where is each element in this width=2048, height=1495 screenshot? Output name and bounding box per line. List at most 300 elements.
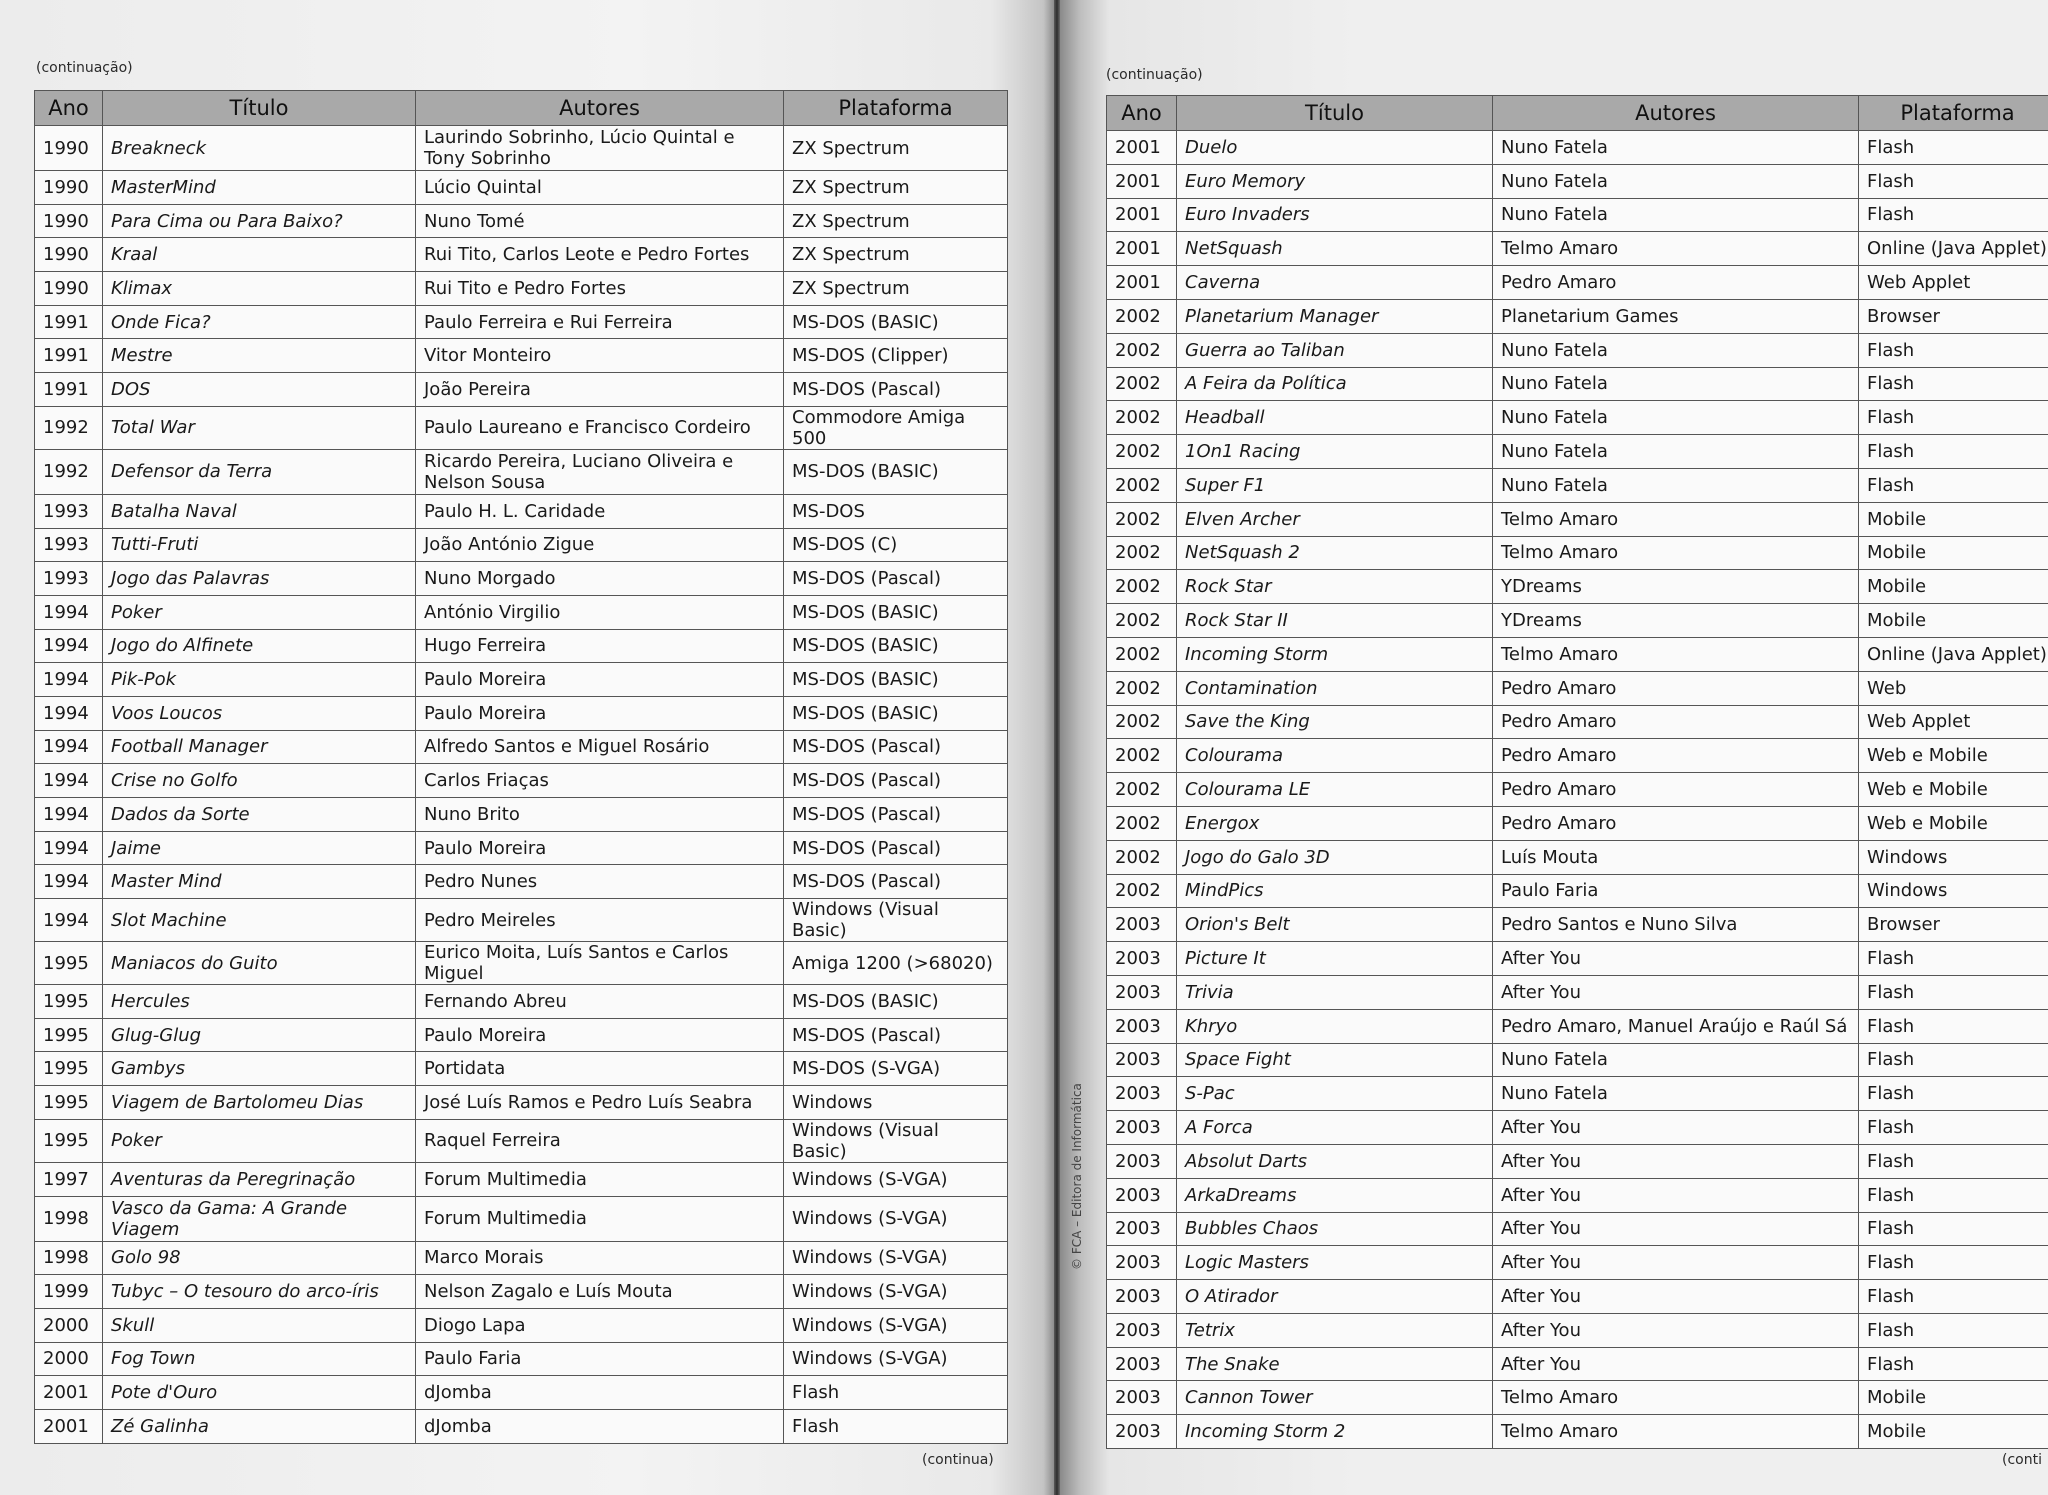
cell-plataforma: Browser (1859, 908, 2048, 942)
cell-titulo: 1On1 Racing (1177, 435, 1493, 469)
cell-titulo: MasterMind (103, 171, 416, 205)
cell-plataforma: ZX Spectrum (784, 272, 1008, 306)
cell-autores: Paulo H. L. Caridade (416, 494, 784, 528)
cell-ano: 2002 (1107, 570, 1177, 604)
cell-titulo: Breakneck (103, 126, 416, 171)
cell-autores: Telmo Amaro (1493, 637, 1859, 671)
cell-titulo: Jogo do Alfinete (103, 629, 416, 663)
cell-ano: 1998 (35, 1196, 103, 1241)
cell-plataforma: MS-DOS (Pascal) (784, 730, 1008, 764)
cell-titulo: Slot Machine (103, 899, 416, 942)
table-row (35, 1275, 1008, 1309)
cell-plataforma: ZX Spectrum (784, 204, 1008, 238)
cell-plataforma: MS-DOS (Pascal) (784, 373, 1008, 407)
cell-plataforma: MS-DOS (BASIC) (784, 985, 1008, 1019)
cell-titulo: Poker (103, 1119, 416, 1162)
cell-plataforma: Windows (S-VGA) (784, 1275, 1008, 1309)
cell-titulo: S-Pac (1177, 1077, 1493, 1111)
table-row (35, 1342, 1008, 1376)
table-row (35, 1196, 1008, 1241)
cell-autores: Nuno Fatela (1493, 333, 1859, 367)
cell-titulo: Gambys (103, 1052, 416, 1086)
table-row (1107, 840, 2048, 874)
cell-autores: Pedro Amaro (1493, 671, 1859, 705)
table-row (35, 1119, 1008, 1162)
cell-autores: After You (1493, 942, 1859, 976)
cell-plataforma: Online (Java Applet) (1859, 232, 2048, 266)
cell-titulo: Tubyc – O tesouro do arco-íris (103, 1275, 416, 1309)
cell-autores: Nuno Fatela (1493, 435, 1859, 469)
cell-plataforma: MS-DOS (Clipper) (784, 339, 1008, 373)
cell-autores: Planetarium Games (1493, 299, 1859, 333)
cell-plataforma: Mobile (1859, 1415, 2048, 1449)
cell-plataforma: MS-DOS (BASIC) (784, 305, 1008, 339)
cell-plataforma: Amiga 1200 (>68020) (784, 942, 1008, 985)
cell-titulo: Vasco da Gama: A Grande Viagem (103, 1196, 416, 1241)
cell-ano: 1999 (35, 1275, 103, 1309)
cell-plataforma: Mobile (1859, 502, 2048, 536)
cell-ano: 1994 (35, 730, 103, 764)
cell-plataforma: Windows (S-VGA) (784, 1342, 1008, 1376)
table-row (35, 406, 1008, 449)
table-row (1107, 1043, 2048, 1077)
cell-plataforma: Flash (1859, 1144, 2048, 1178)
games-table-left (34, 90, 1008, 1444)
cell-ano: 2002 (1107, 604, 1177, 638)
table-row (35, 562, 1008, 596)
cell-plataforma: Windows (784, 1086, 1008, 1120)
cell-titulo: Voos Loucos (103, 696, 416, 730)
cell-autores: Lúcio Quintal (416, 171, 784, 205)
table-row (1107, 333, 2048, 367)
cell-titulo: Jogo do Galo 3D (1177, 840, 1493, 874)
cell-plataforma: Windows (S-VGA) (784, 1162, 1008, 1196)
cell-titulo: Duelo (1177, 131, 1493, 165)
cell-plataforma: Flash (1859, 468, 2048, 502)
table-row (1107, 198, 2048, 232)
table-row (35, 272, 1008, 306)
cell-ano: 1994 (35, 595, 103, 629)
cell-plataforma: Mobile (1859, 536, 2048, 570)
cell-autores: After You (1493, 1144, 1859, 1178)
cell-titulo: Poker (103, 595, 416, 629)
cell-titulo: Colourama LE (1177, 773, 1493, 807)
cell-autores: Pedro Meireles (416, 899, 784, 942)
cell-ano: 2003 (1107, 1178, 1177, 1212)
table-row (35, 865, 1008, 899)
cell-plataforma: Flash (1859, 1009, 2048, 1043)
cell-titulo: Incoming Storm (1177, 637, 1493, 671)
cell-titulo: Pote d'Ouro (103, 1376, 416, 1410)
table-row (35, 1376, 1008, 1410)
cell-autores: Pedro Amaro (1493, 806, 1859, 840)
cell-plataforma: MS-DOS (Pascal) (784, 1018, 1008, 1052)
cell-plataforma: MS-DOS (S-VGA) (784, 1052, 1008, 1086)
cell-ano: 1992 (35, 406, 103, 449)
table-row (1107, 1415, 2048, 1449)
table-row (35, 449, 1008, 494)
cell-titulo: The Snake (1177, 1347, 1493, 1381)
table-row (1107, 367, 2048, 401)
cell-autores: Forum Multimedia (416, 1196, 784, 1241)
cell-plataforma: Web Applet (1859, 705, 2048, 739)
cell-plataforma: Flash (784, 1376, 1008, 1410)
cell-plataforma: Mobile (1859, 604, 2048, 638)
table-row (35, 1018, 1008, 1052)
cell-ano: 1990 (35, 126, 103, 171)
cell-ano: 1994 (35, 696, 103, 730)
cell-ano: 1993 (35, 562, 103, 596)
cell-ano: 1991 (35, 305, 103, 339)
cell-autores: Nuno Morgado (416, 562, 784, 596)
cell-autores: YDreams (1493, 604, 1859, 638)
cell-ano: 1994 (35, 899, 103, 942)
cell-plataforma: MS-DOS (784, 494, 1008, 528)
cell-plataforma: Commodore Amiga 500 (784, 406, 1008, 449)
cell-ano: 1995 (35, 942, 103, 985)
cell-plataforma: Windows (1859, 840, 2048, 874)
cell-titulo: Jaime (103, 831, 416, 865)
cell-titulo: Golo 98 (103, 1241, 416, 1275)
cell-autores: Pedro Amaro (1493, 739, 1859, 773)
cell-titulo: Hercules (103, 985, 416, 1019)
header-titulo: Título (1177, 96, 1493, 131)
cell-plataforma: Web e Mobile (1859, 773, 2048, 807)
table-row (1107, 1212, 2048, 1246)
cell-ano: 2002 (1107, 705, 1177, 739)
cell-titulo: Tutti-Fruti (103, 528, 416, 562)
cell-plataforma: MS-DOS (BASIC) (784, 629, 1008, 663)
cell-titulo: Euro Memory (1177, 164, 1493, 198)
cell-ano: 1990 (35, 171, 103, 205)
cell-autores: Nelson Zagalo e Luís Mouta (416, 1275, 784, 1309)
cell-autores: Paulo Moreira (416, 1018, 784, 1052)
cell-plataforma: Web (1859, 671, 2048, 705)
cell-titulo: Aventuras da Peregrinação (103, 1162, 416, 1196)
cell-autores: Diogo Lapa (416, 1308, 784, 1342)
table-row (1107, 1381, 2048, 1415)
cell-ano: 1998 (35, 1241, 103, 1275)
cell-titulo: A Feira da Política (1177, 367, 1493, 401)
cell-titulo: Caverna (1177, 266, 1493, 300)
table-row (35, 798, 1008, 832)
cell-autores: Marco Morais (416, 1241, 784, 1275)
table-row (1107, 536, 2048, 570)
cell-ano: 2001 (1107, 266, 1177, 300)
cell-autores: Pedro Amaro (1493, 266, 1859, 300)
table-row (35, 126, 1008, 171)
table-row (1107, 164, 2048, 198)
cell-ano: 1990 (35, 204, 103, 238)
table-row (1107, 942, 2048, 976)
table-row (35, 1052, 1008, 1086)
cell-titulo: Super F1 (1177, 468, 1493, 502)
cell-titulo: Cannon Tower (1177, 1381, 1493, 1415)
table-row (35, 942, 1008, 985)
cell-autores: Nuno Fatela (1493, 1043, 1859, 1077)
cell-ano: 2002 (1107, 299, 1177, 333)
cell-titulo: Incoming Storm 2 (1177, 1415, 1493, 1449)
cell-autores: João Pereira (416, 373, 784, 407)
cell-titulo: Energox (1177, 806, 1493, 840)
table-row (35, 1308, 1008, 1342)
cell-titulo: Glug-Glug (103, 1018, 416, 1052)
cell-ano: 2002 (1107, 536, 1177, 570)
cell-ano: 2001 (1107, 131, 1177, 165)
cell-plataforma: MS-DOS (BASIC) (784, 449, 1008, 494)
cell-titulo: Logic Masters (1177, 1246, 1493, 1280)
cell-titulo: Master Mind (103, 865, 416, 899)
table-row (35, 985, 1008, 1019)
table-row (1107, 232, 2048, 266)
cell-autores: Paulo Faria (416, 1342, 784, 1376)
header-ano: Ano (1107, 96, 1177, 131)
cell-autores: Ricardo Pereira, Luciano Oliveira e Nelson Sousa (416, 449, 784, 494)
table-row (35, 1241, 1008, 1275)
cell-ano: 2003 (1107, 1280, 1177, 1314)
cell-autores: Nuno Fatela (1493, 131, 1859, 165)
table-row (35, 899, 1008, 942)
table-header-row (35, 91, 1008, 126)
cell-plataforma: Flash (1859, 1280, 2048, 1314)
cell-autores: Pedro Nunes (416, 865, 784, 899)
cell-autores: After You (1493, 1178, 1859, 1212)
cell-autores: João António Zigue (416, 528, 784, 562)
cell-autores: Rui Tito, Carlos Leote e Pedro Fortes (416, 238, 784, 272)
cell-plataforma: Flash (1859, 975, 2048, 1009)
table-row (1107, 1347, 2048, 1381)
table-row (35, 305, 1008, 339)
table-row (35, 1086, 1008, 1120)
table-row (35, 204, 1008, 238)
cell-plataforma: Web Applet (1859, 266, 2048, 300)
cell-plataforma: MS-DOS (BASIC) (784, 696, 1008, 730)
cell-ano: 2002 (1107, 502, 1177, 536)
cell-titulo: NetSquash (1177, 232, 1493, 266)
cell-autores: Nuno Fatela (1493, 164, 1859, 198)
table-row (1107, 401, 2048, 435)
cell-ano: 1994 (35, 798, 103, 832)
cell-ano: 2001 (35, 1376, 103, 1410)
cell-plataforma: Flash (1859, 942, 2048, 976)
cell-autores: After You (1493, 1347, 1859, 1381)
table-row (1107, 604, 2048, 638)
table-row (35, 764, 1008, 798)
cell-plataforma: Online (Java Applet) (1859, 637, 2048, 671)
cell-autores: Paulo Moreira (416, 663, 784, 697)
cell-titulo: Kraal (103, 238, 416, 272)
cell-ano: 1997 (35, 1162, 103, 1196)
cell-titulo: Football Manager (103, 730, 416, 764)
cell-autores: Alfredo Santos e Miguel Rosário (416, 730, 784, 764)
cell-autores: Telmo Amaro (1493, 232, 1859, 266)
cell-plataforma: MS-DOS (Pascal) (784, 798, 1008, 832)
cell-ano: 1991 (35, 339, 103, 373)
cell-autores: Nuno Fatela (1493, 198, 1859, 232)
cell-ano: 1995 (35, 1052, 103, 1086)
cell-titulo: Euro Invaders (1177, 198, 1493, 232)
cell-plataforma: Web e Mobile (1859, 739, 2048, 773)
cell-titulo: Crise no Golfo (103, 764, 416, 798)
cell-plataforma: Flash (1859, 1212, 2048, 1246)
cell-plataforma: Windows (S-VGA) (784, 1241, 1008, 1275)
table-header-row (1107, 96, 2048, 131)
cell-autores: Carlos Friaças (416, 764, 784, 798)
cell-autores: Pedro Santos e Nuno Silva (1493, 908, 1859, 942)
cell-titulo: Picture It (1177, 942, 1493, 976)
cell-plataforma: MS-DOS (BASIC) (784, 595, 1008, 629)
cell-autores: Pedro Amaro (1493, 705, 1859, 739)
cell-titulo: Tetrix (1177, 1313, 1493, 1347)
cell-plataforma: Windows (S-VGA) (784, 1308, 1008, 1342)
cell-ano: 2003 (1107, 1246, 1177, 1280)
cell-ano: 2002 (1107, 806, 1177, 840)
cell-titulo: Khryo (1177, 1009, 1493, 1043)
cell-autores: Laurindo Sobrinho, Lúcio Quintal e Tony Sobrinho (416, 126, 784, 171)
cell-titulo: Elven Archer (1177, 502, 1493, 536)
table-row (1107, 1009, 2048, 1043)
cell-titulo: ArkaDreams (1177, 1178, 1493, 1212)
cell-plataforma: Flash (1859, 1347, 2048, 1381)
table-row (1107, 908, 2048, 942)
table-row (35, 663, 1008, 697)
table-row (1107, 299, 2048, 333)
cell-plataforma: Flash (1859, 1043, 2048, 1077)
table-row (1107, 435, 2048, 469)
cell-ano: 2003 (1107, 1043, 1177, 1077)
cell-plataforma: MS-DOS (Pascal) (784, 865, 1008, 899)
cell-plataforma: Flash (1859, 1111, 2048, 1145)
cell-ano: 2002 (1107, 468, 1177, 502)
cell-titulo: Orion's Belt (1177, 908, 1493, 942)
cell-ano: 2002 (1107, 637, 1177, 671)
cell-plataforma: Windows (Visual Basic) (784, 899, 1008, 942)
cell-autores: Rui Tito e Pedro Fortes (416, 272, 784, 306)
table-row (35, 373, 1008, 407)
cell-ano: 2003 (1107, 1009, 1177, 1043)
cell-ano: 2001 (1107, 198, 1177, 232)
cell-autores: Vitor Monteiro (416, 339, 784, 373)
cell-ano: 2003 (1107, 1415, 1177, 1449)
table-row (1107, 468, 2048, 502)
cell-ano: 1995 (35, 1018, 103, 1052)
cell-ano: 1995 (35, 1086, 103, 1120)
table-row (1107, 131, 2048, 165)
header-autores: Autores (416, 91, 784, 126)
table-row (1107, 1313, 2048, 1347)
table-row (1107, 637, 2048, 671)
cell-autores: Telmo Amaro (1493, 1415, 1859, 1449)
table-row (35, 629, 1008, 663)
cell-titulo: Zé Galinha (103, 1409, 416, 1443)
header-plataforma: Plataforma (1859, 96, 2048, 131)
cell-autores: Paulo Laureano e Francisco Cordeiro (416, 406, 784, 449)
cell-ano: 2002 (1107, 367, 1177, 401)
cell-ano: 2002 (1107, 333, 1177, 367)
cell-titulo: Bubbles Chaos (1177, 1212, 1493, 1246)
cell-plataforma: Flash (1859, 198, 2048, 232)
cell-ano: 2002 (1107, 874, 1177, 908)
table-row (35, 1409, 1008, 1443)
cell-ano: 2003 (1107, 1077, 1177, 1111)
table-row (35, 1162, 1008, 1196)
cell-plataforma: Windows (Visual Basic) (784, 1119, 1008, 1162)
cell-autores: Nuno Fatela (1493, 468, 1859, 502)
cell-titulo: Rock Star II (1177, 604, 1493, 638)
table-row (35, 494, 1008, 528)
cell-plataforma: Web e Mobile (1859, 806, 2048, 840)
cell-titulo: Defensor da Terra (103, 449, 416, 494)
table-row (1107, 266, 2048, 300)
cell-autores: António Virgilio (416, 595, 784, 629)
table-row (35, 730, 1008, 764)
cell-titulo: Batalha Naval (103, 494, 416, 528)
table-row (35, 696, 1008, 730)
continuation-label: (continuação) (36, 60, 133, 76)
cell-titulo: Onde Fica? (103, 305, 416, 339)
cell-ano: 2003 (1107, 1313, 1177, 1347)
cell-autores: Paulo Ferreira e Rui Ferreira (416, 305, 784, 339)
cell-plataforma: Flash (1859, 164, 2048, 198)
cell-autores: Forum Multimedia (416, 1162, 784, 1196)
cell-autores: Pedro Amaro, Manuel Araújo e Raúl Sá (1493, 1009, 1859, 1043)
cell-ano: 1994 (35, 831, 103, 865)
cell-autores: Telmo Amaro (1493, 1381, 1859, 1415)
cell-plataforma: Flash (1859, 1246, 2048, 1280)
cell-plataforma: Flash (1859, 367, 2048, 401)
cell-autores: Raquel Ferreira (416, 1119, 784, 1162)
table-row (1107, 1077, 2048, 1111)
cell-ano: 2003 (1107, 1212, 1177, 1246)
cell-ano: 2001 (35, 1409, 103, 1443)
cell-ano: 1991 (35, 373, 103, 407)
cell-plataforma: ZX Spectrum (784, 238, 1008, 272)
cell-titulo: Maniacos do Guito (103, 942, 416, 985)
cell-ano: 2002 (1107, 435, 1177, 469)
cell-plataforma: Browser (1859, 299, 2048, 333)
cell-ano: 2002 (1107, 773, 1177, 807)
cell-autores: Nuno Tomé (416, 204, 784, 238)
cell-plataforma: Mobile (1859, 570, 2048, 604)
cell-plataforma: Flash (1859, 1178, 2048, 1212)
table-row (1107, 705, 2048, 739)
cell-autores: Fernando Abreu (416, 985, 784, 1019)
cell-autores: Nuno Brito (416, 798, 784, 832)
cell-autores: Paulo Faria (1493, 874, 1859, 908)
cell-titulo: Rock Star (1177, 570, 1493, 604)
cell-titulo: Trivia (1177, 975, 1493, 1009)
cell-plataforma: Windows (S-VGA) (784, 1196, 1008, 1241)
header-ano: Ano (35, 91, 103, 126)
cell-autores: Nuno Fatela (1493, 401, 1859, 435)
cell-ano: 1990 (35, 272, 103, 306)
table-row (1107, 1280, 2048, 1314)
table-row (35, 528, 1008, 562)
table-row (1107, 1144, 2048, 1178)
cell-ano: 1993 (35, 494, 103, 528)
cell-titulo: Viagem de Bartolomeu Dias (103, 1086, 416, 1120)
cell-plataforma: MS-DOS (C) (784, 528, 1008, 562)
table-row (1107, 1178, 2048, 1212)
cell-ano: 2003 (1107, 1347, 1177, 1381)
cell-plataforma: MS-DOS (Pascal) (784, 831, 1008, 865)
cell-titulo: Skull (103, 1308, 416, 1342)
cell-titulo: Para Cima ou Para Baixo? (103, 204, 416, 238)
cell-autores: After You (1493, 1111, 1859, 1145)
cell-autores: dJomba (416, 1376, 784, 1410)
cell-titulo: A Forca (1177, 1111, 1493, 1145)
cell-titulo: Space Fight (1177, 1043, 1493, 1077)
